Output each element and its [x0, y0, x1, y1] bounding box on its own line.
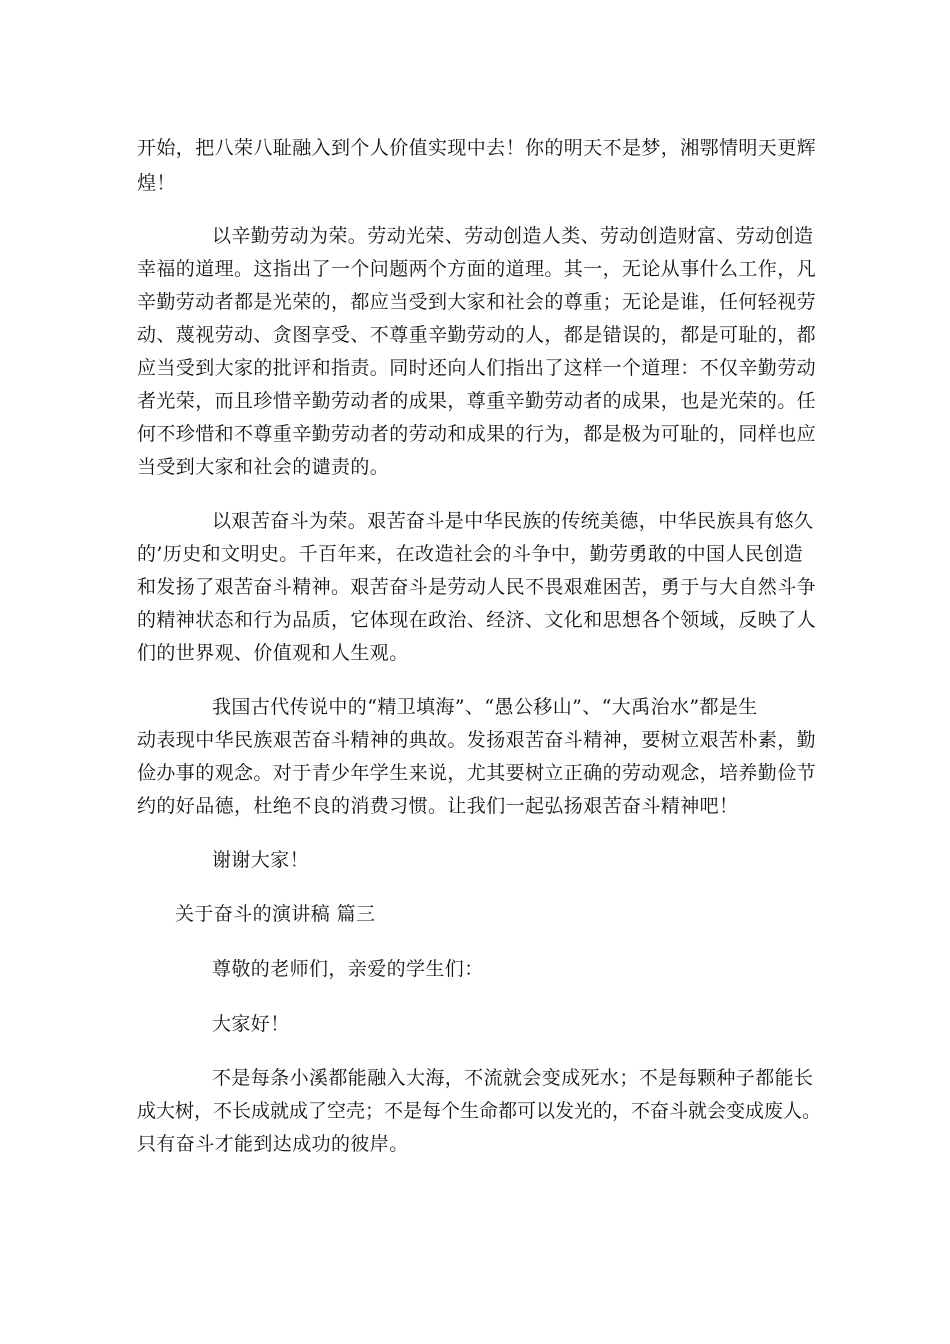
- text-line: 成大树，不长成就成了空壳；不是每个生命都可以发光的，不奋斗就会变成废人。: [137, 1100, 822, 1122]
- text-line: 应当受到大家的批评和指责。同时还向人们指出了这样一个道理：不仅辛勤劳动: [137, 357, 817, 379]
- salutation-line: 尊敬的老师们，亲爱的学生们：: [212, 958, 484, 980]
- text-line: 当受到大家和社会的谴责的。: [137, 456, 390, 478]
- text-line: 只有奋斗才能到达成功的彼岸。: [137, 1133, 409, 1155]
- text-line: 和发扬了艰苦奋斗精神。艰苦奋斗是劳动人民不畏艰难困苦，勇于与大自然斗争: [137, 576, 817, 598]
- text-line: 的精神状态和行为品质，它体现在政治、经济、文化和思想各个领域，反映了人: [137, 609, 817, 631]
- text-line: 们的世界观、价值观和人生观。: [137, 642, 409, 664]
- text-line: 动、蔑视劳动、贪图享受、不尊重辛勤劳动的人，都是错误的，都是可耻的，都: [137, 324, 817, 346]
- closing-line: 谢谢大家！: [212, 849, 310, 871]
- paragraph-start-line: 不是每条小溪都能融入大海，不流就会变成死水；不是每颗种子都能长: [212, 1067, 814, 1089]
- text-line: 何不珍惜和不尊重辛勤劳动者的劳动和成果的行为，都是极为可耻的，同样也应: [137, 423, 817, 445]
- paragraph-start-line: 我国古代传说中的“精卫填海”、“愚公移山”、“大禹治水”都是生: [212, 696, 758, 718]
- text-line: 辛勤劳动者都是光荣的，都应当受到大家和社会的尊重；无论是谁，任何轻视劳: [137, 291, 817, 313]
- text-line: 俭办事的观念。对于青少年学生来说，尤其要树立正确的劳动观念，培养勤俭节: [137, 762, 817, 784]
- text-line: 幸福的道理。这指出了一个问题两个方面的道理。其一，无论从事什么工作，凡: [137, 258, 817, 280]
- greeting-line: 大家好！: [212, 1013, 290, 1035]
- text-line: 动表现中华民族艰苦奋斗精神的典故。发扬艰苦奋斗精神，要树立艰苦朴素，勤: [137, 729, 817, 751]
- text-line: 的’历史和文明史。千百年来，在改造社会的斗争中，勤劳勇敢的中国人民创造: [137, 543, 804, 565]
- text-line: 约的好品德，杜绝不良的消费习惯。让我们一起弘扬艰苦奋斗精神吧！: [137, 795, 739, 817]
- section-heading: 关于奋斗的演讲稿 篇三: [175, 903, 376, 925]
- paragraph-start-line: 以辛勤劳动为荣。劳动光荣、劳动创造人类、劳动创造财富、劳动创造: [212, 225, 814, 247]
- text-line: 煌！: [137, 172, 176, 194]
- text-line: 者光荣，而且珍惜辛勤劳动者的成果，尊重辛勤劳动者的成果，也是光荣的。任: [137, 390, 817, 412]
- text-line: 开始，把八荣八耻融入到个人价值实现中去！你的明天不是梦，湘鄂情明天更辉: [137, 137, 817, 159]
- paragraph-start-line: 以艰苦奋斗为荣。艰苦奋斗是中华民族的传统美德，中华民族具有悠久: [212, 510, 814, 532]
